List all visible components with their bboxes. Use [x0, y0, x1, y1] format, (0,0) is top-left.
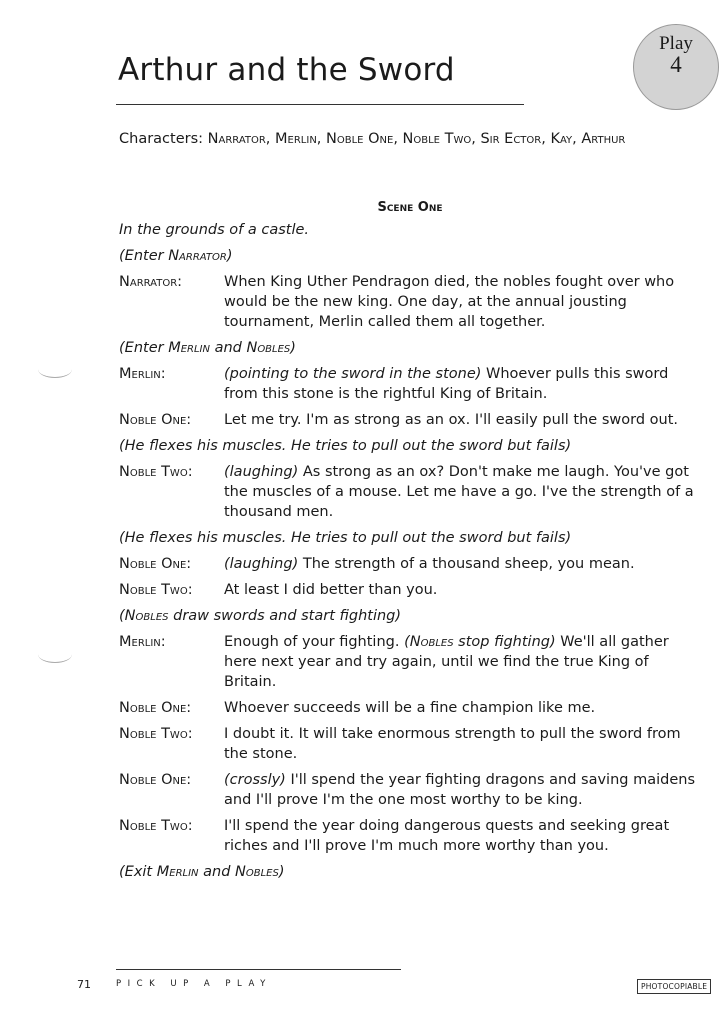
stage-direction: (Enter Narrator)	[119, 248, 233, 264]
page-number: 71	[77, 978, 91, 991]
punch-hole-mark	[38, 646, 72, 663]
dialogue-line	[119, 410, 699, 430]
badge-word: Play	[659, 33, 693, 54]
inline-direction: (crossly)	[224, 772, 286, 788]
speaker-name: Noble One:	[119, 412, 192, 428]
page-title: Arthur and the Sword	[118, 52, 455, 88]
punch-hole-mark	[38, 361, 72, 378]
dialogue-line	[119, 462, 699, 522]
characters-names: Narrator, Merlin, Noble One, Noble Two, Sir Ector, Kay, Arthur	[207, 131, 626, 147]
stage-direction: (Nobles draw swords and start fighting)	[119, 608, 402, 624]
dialogue-line	[119, 770, 699, 810]
speech-text: (laughing) The strength of a thousand sheep, you mean.	[224, 556, 635, 572]
speaker-name: Noble One:	[119, 700, 192, 716]
inline-direction: (pointing to the sword in the stone)	[224, 366, 482, 382]
dialogue-line	[119, 632, 699, 692]
speaker-name: Merlin:	[119, 634, 166, 650]
dialogue-line	[119, 724, 699, 764]
title-underline	[116, 104, 524, 105]
photocopiable-label: PHOTOCOPIABLE	[637, 979, 711, 994]
speaker-name: Narrator:	[119, 274, 183, 290]
speech-text: (laughing) As strong as an ox? Don't make me laugh. You've got the muscles of a mouse. Let me have a go. I've the strength of a thousand men.	[224, 464, 694, 520]
speaker-name: Noble Two:	[119, 464, 193, 480]
dialogue-line	[119, 580, 699, 600]
stage-direction: (Enter Merlin and Nobles)	[119, 340, 296, 356]
scene-heading: Scene One	[377, 200, 443, 215]
speech-text: I'll spend the year doing dangerous quests and seeking great riches and I'll prove I'm much more worthy than you.	[224, 818, 670, 854]
dialogue-line	[119, 698, 699, 718]
speech-text: At least I did better than you.	[224, 582, 438, 598]
dialogue-line	[119, 272, 699, 332]
inline-direction: (laughing)	[224, 556, 299, 572]
badge-number: 4	[670, 52, 682, 77]
speaker-name: Noble Two:	[119, 582, 193, 598]
speech-text: (pointing to the sword in the stone) Whoever pulls this sword from this stone is the rightful King of Britain.	[224, 366, 669, 402]
speech-text: (crossly) I'll spend the year fighting dragons and saving maidens and I'll prove I'm the one most worthy to be king.	[224, 772, 696, 808]
speech-text: Enough of your fighting. (Nobles stop fighting) We'll all gather here next year and try again, until we find the true King of Britain.	[224, 634, 669, 690]
speech-text: Whoever succeeds will be a fine champion like me.	[224, 700, 596, 716]
characters-label: Characters:	[119, 131, 204, 147]
stage-direction: (Exit Merlin and Nobles)	[119, 864, 285, 880]
speaker-name: Noble One:	[119, 772, 192, 788]
stage-direction: (He flexes his muscles. He tries to pull out the sword but fails)	[119, 438, 572, 454]
inline-direction: (laughing)	[224, 464, 299, 480]
character-list	[119, 131, 625, 147]
play-number-badge	[633, 24, 719, 110]
stage-direction: In the grounds of a castle.	[119, 222, 310, 238]
stage-direction: (He flexes his muscles. He tries to pull out the sword but fails)	[119, 530, 572, 546]
speech-text: I doubt it. It will take enormous strength to pull the sword from the stone.	[224, 726, 681, 762]
script-body	[119, 220, 699, 888]
speech-text: When King Uther Pendragon died, the nobles fought over who would be the new king. One day, at the annual jousting tournament, Merlin called them all together.	[224, 274, 675, 330]
inline-direction: (Nobles stop fighting)	[404, 634, 556, 650]
speaker-name: Noble One:	[119, 556, 192, 572]
dialogue-line	[119, 364, 699, 404]
speech-text: Let me try. I'm as strong as an ox. I'll easily pull the sword out.	[224, 412, 678, 428]
speaker-name: Merlin:	[119, 366, 166, 382]
footer-rule	[116, 969, 401, 970]
speaker-name: Noble Two:	[119, 726, 193, 742]
speaker-name: Noble Two:	[119, 818, 193, 834]
book-title: PICK UP A PLAY	[116, 979, 272, 989]
dialogue-line	[119, 816, 699, 856]
dialogue-line	[119, 554, 699, 574]
